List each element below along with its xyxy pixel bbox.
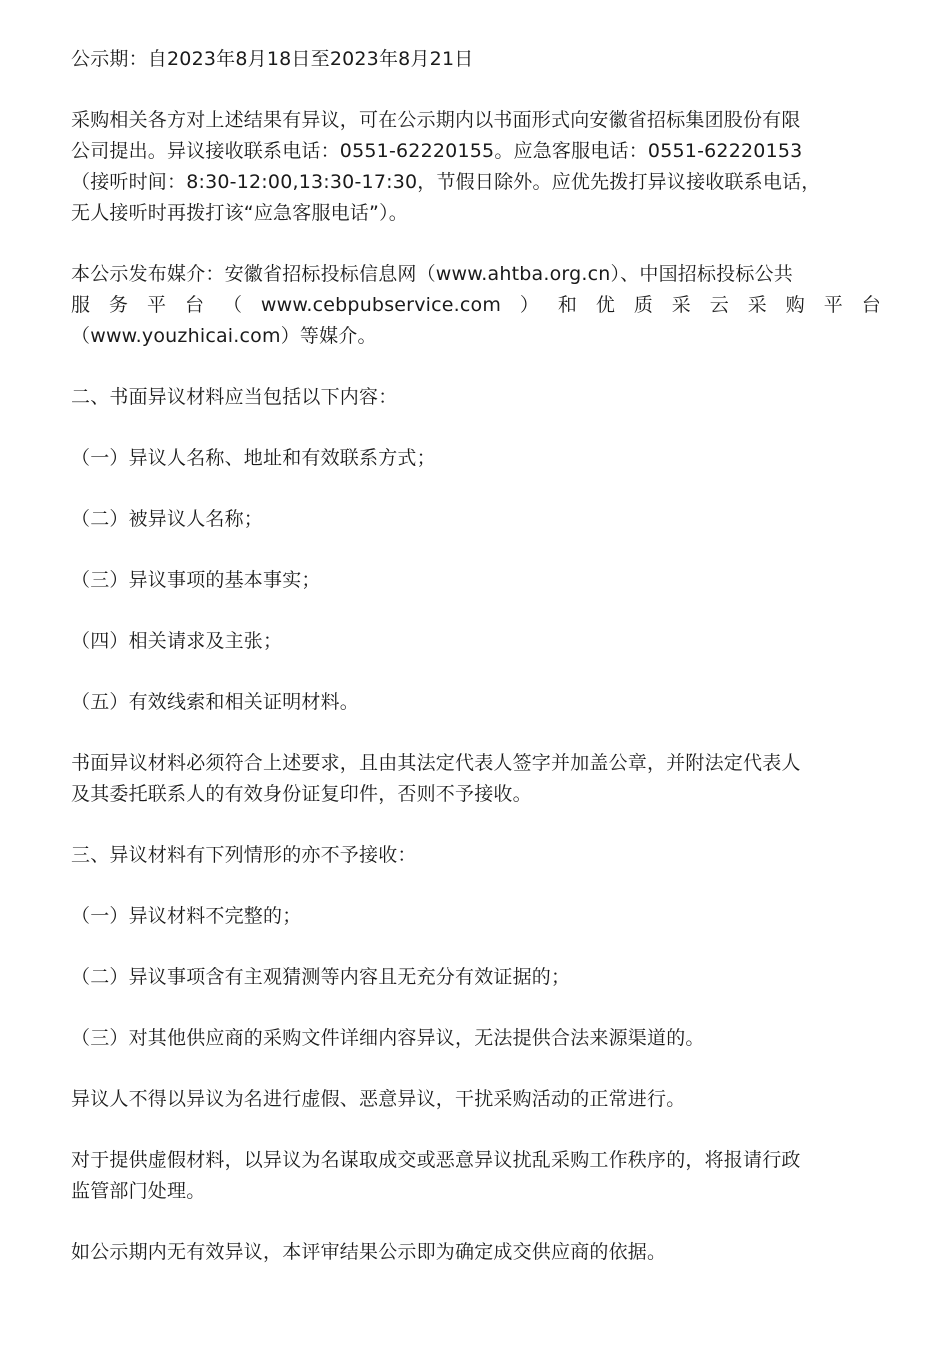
media-token: 云 <box>709 294 729 316</box>
media-token: 优 <box>595 294 616 316</box>
media-token: 平 <box>146 294 167 316</box>
no-false-objection: 异议人不得以异议为名进行虚假、恶意异议，干扰采购活动的正常进行。 <box>71 1088 686 1110</box>
objection-line: （接听时间：8:30-12:00,13:30-17:30，节假日除外。应优先拨打异议接收联系电话， <box>71 171 821 193</box>
section2-heading: 二、书面异议材料应当包括以下内容： <box>71 386 398 408</box>
media-paragraph <box>71 259 881 352</box>
objection-line: 采购相关各方对上述结果有异议，可在公示期内以书面形式向安徽省招标集团股份有限 <box>71 109 801 131</box>
media-token: www.cebpubservice.com <box>260 294 502 316</box>
section3-item: （二）异议事项含有主观猜测等内容且无充分有效证据的； <box>71 966 571 988</box>
penalty-paragraph <box>71 1145 881 1207</box>
media-token: 和 <box>557 294 578 316</box>
penalty-line: 监管部门处理。 <box>71 1180 206 1202</box>
media-token: （ <box>222 294 243 316</box>
section2-item: （三）异议事项的基本事实； <box>71 569 321 591</box>
media-token: 台 <box>861 294 881 316</box>
section3-item: （三）对其他供应商的采购文件详细内容异议，无法提供合法来源渠道的。 <box>71 1027 705 1049</box>
section3-item: （一）异议材料不完整的； <box>71 905 302 927</box>
section2-item: （二）被异议人名称； <box>71 508 264 530</box>
media-token: 质 <box>633 294 654 316</box>
basis-statement: 如公示期内无有效异议，本评审结果公示即为确定成交供应商的依据。 <box>71 1241 667 1263</box>
section2-item: （一）异议人名称、地址和有效联系方式； <box>71 447 436 469</box>
objection-line: 无人接听时再拨打该“应急客服电话”）。 <box>71 202 408 224</box>
media-token: 服 <box>71 294 91 316</box>
media-token: 采 <box>671 294 691 316</box>
media-token: 平 <box>823 294 843 316</box>
media-token: 采 <box>747 294 767 316</box>
requirement-paragraph <box>71 748 881 810</box>
media-line-spread <box>71 290 881 321</box>
media-line: （www.youzhicai.com）等媒介。 <box>71 325 377 347</box>
media-line: 本公示发布媒介：安徽省招标投标信息网（www.ahtba.org.cn）、中国招标投标公共 <box>71 263 793 285</box>
notice-period: 公示期：自2023年8月18日至2023年8月21日 <box>71 48 474 70</box>
requirement-line: 及其委托联系人的有效身份证复印件，否则不予接收。 <box>71 783 532 805</box>
section2-item: （四）相关请求及主张； <box>71 630 283 652</box>
requirement-line: 书面异议材料必须符合上述要求，且由其法定代表人签字并加盖公章，并附法定代表人 <box>71 752 801 774</box>
notice-document <box>71 44 881 1298</box>
objection-line: 公司提出。异议接收联系电话：0551-62220155。应急客服电话：0551-62220153 <box>71 140 803 162</box>
objection-channel-paragraph <box>71 105 881 229</box>
media-token: 购 <box>785 294 805 316</box>
section3-heading: 三、异议材料有下列情形的亦不予接收： <box>71 844 417 866</box>
media-token: 台 <box>184 294 205 316</box>
media-token: ） <box>519 294 540 316</box>
section2-item: （五）有效线索和相关证明材料。 <box>71 691 360 713</box>
media-token: 务 <box>108 294 129 316</box>
penalty-line: 对于提供虚假材料，以异议为名谋取成交或恶意异议扰乱采购工作秩序的，将报请行政 <box>71 1149 801 1171</box>
